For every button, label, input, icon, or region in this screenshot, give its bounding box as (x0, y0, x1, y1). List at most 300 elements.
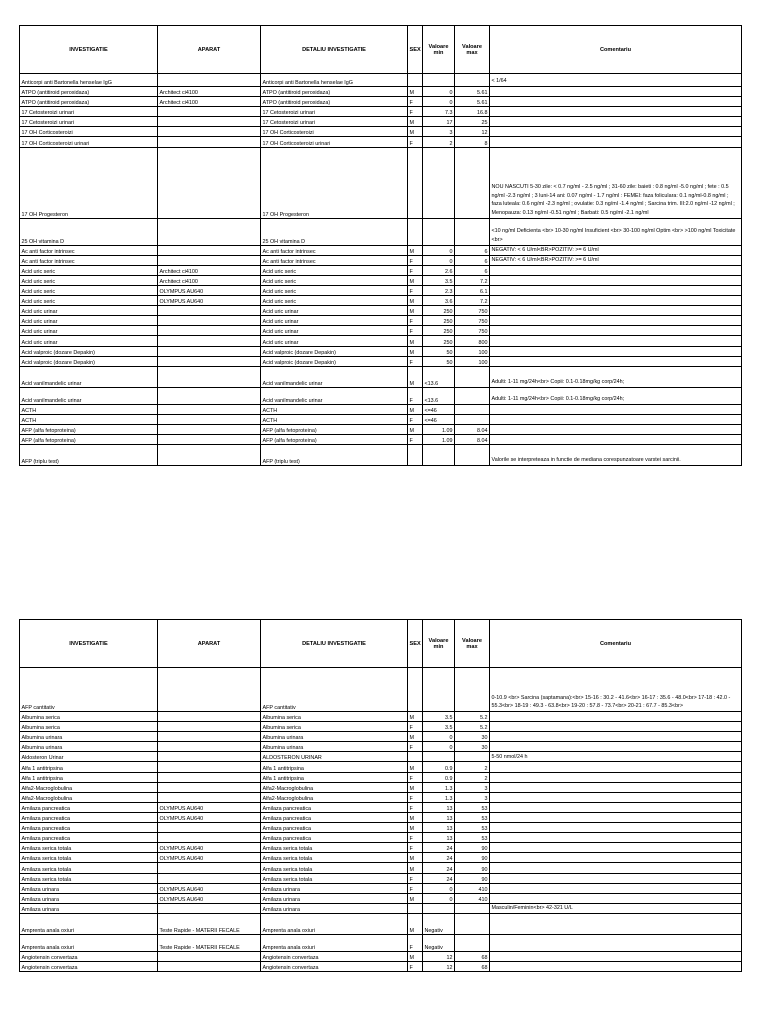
cell-valoare-max: 53 (455, 802, 490, 812)
cell-sex: F (408, 802, 423, 812)
cell-comentariu: Valorile se interpreteaza in functie de mediana corespunzatoare varstei sarcinii. (490, 445, 742, 466)
cell-comentariu: NOU NASCUTI 5-30 zile: < 0.7 ng/ml - 2.5 ng/ml ; 31-60 zile: baieti : 0.8 ng/ml -5.0 ng/ml ; fete : 0.5 ng/ml -2.3 ng/ml ; 3 luni-14 ani: 0.07 ng/ml - 1.7 ng/ml : FEMEI: faza foliculara: 0.1 ng/ml-0.8 ng/ml ; faza luteala: 0.6 ng/ml -2.3 ng/ml ; ovulatie: 0.3 ng/ml -1.4 ng/ml ; Sarcina trim. III:2.0 ng/ml -12 ng/ml ; Menopauza: 0.13 ng/ml -0.51 ng/ml ; Barbati: 0.5 ng/ml -2.1 ng/ml (490, 147, 742, 218)
cell-comentariu (490, 853, 742, 863)
cell-investigatie: 17 OH Progesteron (20, 147, 158, 218)
cell-comentariu (490, 356, 742, 366)
cell-comentariu (490, 87, 742, 97)
cell-investigatie: ATPO (antitiroid peroxidaza) (20, 87, 158, 97)
cell-aparat (158, 306, 261, 316)
cell-valoare-max: 7.2 (455, 275, 490, 285)
cell-comentariu (490, 802, 742, 812)
header-sex: SEX (408, 26, 423, 74)
cell-sex: F (408, 255, 423, 265)
cell-comentariu (490, 883, 742, 893)
cell-comentariu (490, 823, 742, 833)
cell-comentariu (490, 316, 742, 326)
cell-aparat (158, 951, 261, 961)
table-row (20, 802, 742, 812)
cell-aparat (158, 356, 261, 366)
cell-aparat: Architect ci4100 (158, 265, 261, 275)
cell-investigatie: 25 OH vitamina D (20, 218, 158, 245)
cell-detaliu: Albumina urinara (261, 732, 408, 742)
cell-aparat (158, 792, 261, 802)
cell-detaliu: Acid uric seric (261, 285, 408, 295)
cell-sex: F (408, 414, 423, 424)
cell-valoare-min: <=46 (423, 404, 455, 414)
cell-sex (408, 147, 423, 218)
cell-detaliu: Acid valproic (dozare Depakin) (261, 346, 408, 356)
cell-investigatie: AFP (triplu test) (20, 445, 158, 466)
table-row (20, 117, 742, 127)
table-row (20, 424, 742, 434)
cell-valoare-min: 13 (423, 833, 455, 843)
table-row (20, 445, 742, 466)
cell-sex: M (408, 424, 423, 434)
cell-detaliu: Acid uric urinar (261, 306, 408, 316)
cell-aparat (158, 137, 261, 147)
cell-aparat (158, 833, 261, 843)
cell-valoare-max: 800 (455, 336, 490, 346)
cell-valoare-max: 12 (455, 127, 490, 137)
cell-detaliu: Amilaza urinara (261, 893, 408, 903)
cell-aparat (158, 316, 261, 326)
cell-aparat (158, 863, 261, 873)
cell-valoare-min: 24 (423, 863, 455, 873)
cell-sex: M (408, 782, 423, 792)
cell-sex: F (408, 137, 423, 147)
cell-comentariu (490, 951, 742, 961)
cell-valoare-max: 100 (455, 346, 490, 356)
cell-sex: F (408, 873, 423, 883)
cell-valoare-min (423, 445, 455, 466)
cell-aparat (158, 414, 261, 424)
cell-detaliu: Anticorpi anti Bartonella henselae IgG (261, 74, 408, 87)
header-investigatie: INVESTIGATIE (20, 620, 158, 668)
cell-comentariu (490, 833, 742, 843)
cell-valoare-max: 100 (455, 356, 490, 366)
cell-comentariu: Masculin/Feminin<br> 42-321 U/L (490, 903, 742, 913)
cell-detaliu: Amilaza urinara (261, 883, 408, 893)
cell-sex: M (408, 404, 423, 414)
cell-sex: F (408, 265, 423, 275)
header-aparat: APARAT (158, 620, 261, 668)
table-row (20, 245, 742, 255)
cell-sex: F (408, 833, 423, 843)
cell-aparat (158, 873, 261, 883)
cell-valoare-max (455, 147, 490, 218)
cell-comentariu: NEGATIV: < 6 U/ml<BR>POZITIV: >= 6 U/ml (490, 255, 742, 265)
cell-comentariu (490, 863, 742, 873)
cell-detaliu: Acid uric seric (261, 275, 408, 285)
cell-aparat (158, 445, 261, 466)
cell-comentariu (490, 792, 742, 802)
cell-investigatie: Amilaza serica totala (20, 873, 158, 883)
cell-comentariu (490, 722, 742, 732)
cell-sex: F (408, 326, 423, 336)
cell-valoare-min: Negativ (423, 934, 455, 951)
cell-sex: M (408, 117, 423, 127)
header-sex: SEX (408, 620, 423, 668)
cell-investigatie: Amilaza urinara (20, 893, 158, 903)
table-row (20, 823, 742, 833)
cell-valoare-max (455, 668, 490, 712)
cell-aparat (158, 404, 261, 414)
cell-investigatie: Albumina urinara (20, 742, 158, 752)
cell-investigatie: Albumina urinara (20, 732, 158, 742)
cell-valoare-min: <13.6 (423, 387, 455, 404)
cell-investigatie: Amilaza pancreatica (20, 823, 158, 833)
cell-sex: M (408, 712, 423, 722)
cell-detaliu: Amprenta anala oxiuri (261, 913, 408, 934)
cell-investigatie: Amilaza serica totala (20, 853, 158, 863)
cell-valoare-max: 2 (455, 762, 490, 772)
cell-comentariu: 0-10.9 <br> Sarcina (saptamana):<br> 15-16 : 30.2 - 41.6<br> 16-17 : 35.6 - 48.0<br> 17-18 : 42.0 - 55.3<br> 18-19 : 49.3 - 63.8<br> 19-20 : 57.8 - 73.7<br> 20-21 : 67.7 - 85.3<br> (490, 668, 742, 712)
table-row (20, 414, 742, 424)
cell-comentariu (490, 812, 742, 822)
cell-aparat (158, 346, 261, 356)
cell-comentariu (490, 275, 742, 285)
cell-detaliu: ACTH (261, 414, 408, 424)
cell-valoare-min: 50 (423, 356, 455, 366)
cell-investigatie: Acid uric urinar (20, 316, 158, 326)
cell-valoare-min: 13 (423, 812, 455, 822)
cell-comentariu (490, 732, 742, 742)
cell-sex: M (408, 296, 423, 306)
table-row (20, 732, 742, 742)
table-row (20, 74, 742, 87)
cell-valoare-min: 3.5 (423, 712, 455, 722)
cell-valoare-max: 6 (455, 265, 490, 275)
cell-detaliu: ATPO (antitiroid peroxidaza) (261, 87, 408, 97)
header-valoare-max: Valoare max (455, 26, 490, 74)
cell-investigatie: Angiotensin convertaza (20, 961, 158, 971)
cell-sex: M (408, 732, 423, 742)
cell-comentariu: Adulti: 1-11 mg/24h<br> Copii: 0.1-0.18mg/kg corp/24h; (490, 387, 742, 404)
cell-aparat (158, 668, 261, 712)
cell-aparat: OLYMPUS AU640 (158, 285, 261, 295)
cell-comentariu (490, 326, 742, 336)
cell-valoare-max (455, 387, 490, 404)
cell-detaliu: ACTH (261, 404, 408, 414)
cell-detaliu: 25 OH vitamina D (261, 218, 408, 245)
cell-detaliu: Amilaza pancreatica (261, 823, 408, 833)
cell-valoare-min: 1.3 (423, 792, 455, 802)
cell-aparat (158, 147, 261, 218)
cell-detaliu: 17 OH Progesteron (261, 147, 408, 218)
cell-detaliu: Amilaza pancreatica (261, 833, 408, 843)
cell-valoare-min: 2.3 (423, 285, 455, 295)
cell-valoare-min: 24 (423, 853, 455, 863)
cell-valoare-min: 0 (423, 893, 455, 903)
cell-valoare-max: 16.8 (455, 107, 490, 117)
cell-comentariu: NEGATIV: < 6 U/ml<BR>POZITIV: >= 6 U/ml (490, 245, 742, 255)
cell-sex: F (408, 356, 423, 366)
cell-detaliu: Amilaza pancreatica (261, 802, 408, 812)
cell-detaliu: 17 Cetosteroizi urinari (261, 107, 408, 117)
cell-aparat (158, 424, 261, 434)
cell-valoare-min: 0 (423, 255, 455, 265)
cell-comentariu: 5-50 nmol/24 h (490, 752, 742, 762)
cell-valoare-max: 53 (455, 823, 490, 833)
cell-sex: F (408, 742, 423, 752)
cell-aparat (158, 434, 261, 444)
cell-aparat (158, 74, 261, 87)
cell-valoare-min (423, 147, 455, 218)
cell-detaliu: Alfa 1 antitripsina (261, 772, 408, 782)
cell-sex: M (408, 275, 423, 285)
table-row (20, 903, 742, 913)
cell-valoare-min: 250 (423, 336, 455, 346)
cell-detaliu: Albumina serica (261, 712, 408, 722)
cell-valoare-min: 1.3 (423, 782, 455, 792)
cell-investigatie: Amilaza pancreatica (20, 812, 158, 822)
cell-comentariu (490, 137, 742, 147)
cell-valoare-min: 3.5 (423, 722, 455, 732)
cell-comentariu (490, 782, 742, 792)
cell-sex: M (408, 336, 423, 346)
cell-sex: F (408, 387, 423, 404)
cell-valoare-max: 90 (455, 863, 490, 873)
cell-comentariu (490, 107, 742, 117)
cell-sex: F (408, 722, 423, 732)
cell-comentariu (490, 127, 742, 137)
cell-sex: M (408, 893, 423, 903)
cell-comentariu (490, 306, 742, 316)
cell-sex: M (408, 823, 423, 833)
cell-valoare-min (423, 74, 455, 87)
cell-aparat (158, 823, 261, 833)
cell-comentariu (490, 285, 742, 295)
cell-valoare-min: 24 (423, 873, 455, 883)
cell-investigatie: Amprenta anala oxiuri (20, 913, 158, 934)
cell-valoare-max: 3 (455, 782, 490, 792)
cell-valoare-max: 30 (455, 732, 490, 742)
cell-comentariu (490, 934, 742, 951)
cell-aparat (158, 107, 261, 117)
cell-valoare-max: 410 (455, 893, 490, 903)
cell-valoare-max (455, 74, 490, 87)
cell-detaliu: Albumina serica (261, 722, 408, 732)
cell-investigatie: Amilaza urinara (20, 903, 158, 913)
cell-detaliu: Amilaza pancreatica (261, 812, 408, 822)
table-row (20, 742, 742, 752)
cell-sex: F (408, 434, 423, 444)
cell-comentariu (490, 346, 742, 356)
cell-aparat (158, 127, 261, 137)
table-row (20, 275, 742, 285)
cell-valoare-min: 0 (423, 245, 455, 255)
cell-investigatie: Anticorpi anti Bartonella henselae IgG (20, 74, 158, 87)
cell-sex: M (408, 853, 423, 863)
cell-valoare-min: 13 (423, 823, 455, 833)
cell-detaliu: Acid uric urinar (261, 326, 408, 336)
cell-valoare-min: 3.5 (423, 275, 455, 285)
table-row (20, 356, 742, 366)
cell-detaliu: Acid uric urinar (261, 336, 408, 346)
table-row (20, 326, 742, 336)
cell-detaliu: Amilaza serica totala (261, 863, 408, 873)
cell-valoare-min: 0.9 (423, 772, 455, 782)
cell-sex: F (408, 316, 423, 326)
table-row (20, 316, 742, 326)
cell-valoare-max: 5.61 (455, 97, 490, 107)
cell-detaliu: AFP (alfa fetoproteina) (261, 424, 408, 434)
cell-aparat: OLYMPUS AU640 (158, 853, 261, 863)
cell-valoare-max: 410 (455, 883, 490, 893)
cell-sex (408, 445, 423, 466)
cell-comentariu (490, 772, 742, 782)
cell-aparat (158, 117, 261, 127)
cell-sex: M (408, 306, 423, 316)
cell-sex: M (408, 863, 423, 873)
cell-investigatie: Albumina serica (20, 712, 158, 722)
cell-investigatie: ACTH (20, 414, 158, 424)
cell-sex: F (408, 97, 423, 107)
cell-detaliu: Ac anti factor intrinsec (261, 255, 408, 265)
header-valoare-max: Valoare max (455, 620, 490, 668)
cell-detaliu: AFP cantitativ (261, 668, 408, 712)
cell-sex: M (408, 913, 423, 934)
cell-sex: F (408, 285, 423, 295)
cell-aparat: Architect ci4100 (158, 97, 261, 107)
cell-comentariu: Adulti: 1-11 mg/24h<br> Copii: 0.1-0.18mg/kg corp/24h; (490, 366, 742, 387)
cell-comentariu (490, 843, 742, 853)
cell-detaliu: AFP (alfa fetoproteina) (261, 434, 408, 444)
cell-aparat (158, 742, 261, 752)
cell-investigatie: Ac anti factor intrinsec (20, 245, 158, 255)
cell-investigatie: 17 OH Corticosteroizi (20, 127, 158, 137)
cell-sex: F (408, 107, 423, 117)
table-row (20, 346, 742, 356)
cell-comentariu (490, 97, 742, 107)
cell-comentariu: < 1/64 (490, 74, 742, 87)
table-row (20, 762, 742, 772)
cell-detaliu: Angiotensin convertaza (261, 961, 408, 971)
table-row (20, 336, 742, 346)
cell-aparat: OLYMPUS AU640 (158, 296, 261, 306)
cell-valoare-max: 750 (455, 306, 490, 316)
cell-valoare-max: 5.2 (455, 712, 490, 722)
cell-valoare-min (423, 903, 455, 913)
table-row (20, 883, 742, 893)
investigations-table-1 (19, 25, 742, 466)
cell-valoare-min: 0.9 (423, 762, 455, 772)
cell-sex: M (408, 87, 423, 97)
cell-valoare-min: 0 (423, 97, 455, 107)
cell-aparat: OLYMPUS AU640 (158, 883, 261, 893)
cell-investigatie: ATPO (antitiroid peroxidaza) (20, 97, 158, 107)
cell-valoare-max: 3 (455, 792, 490, 802)
cell-valoare-max: 8 (455, 137, 490, 147)
cell-sex: M (408, 127, 423, 137)
cell-aparat (158, 218, 261, 245)
cell-aparat (158, 903, 261, 913)
cell-comentariu (490, 117, 742, 127)
header-investigatie: INVESTIGATIE (20, 26, 158, 74)
cell-detaliu: Acid valproic (dozare Depakin) (261, 356, 408, 366)
cell-aparat (158, 782, 261, 792)
cell-valoare-min: 0 (423, 732, 455, 742)
cell-valoare-min: <=46 (423, 414, 455, 424)
cell-aparat (158, 245, 261, 255)
cell-valoare-min: 17 (423, 117, 455, 127)
cell-aparat: Teste Rapide - MATERII FECALE (158, 913, 261, 934)
cell-investigatie: Amilaza urinara (20, 883, 158, 893)
cell-valoare-min: 0 (423, 742, 455, 752)
table-row (20, 285, 742, 295)
cell-valoare-max: 5.2 (455, 722, 490, 732)
header-valoare-min: Valoare min (423, 620, 455, 668)
cell-aparat: OLYMPUS AU640 (158, 843, 261, 853)
cell-sex: M (408, 245, 423, 255)
table-row (20, 782, 742, 792)
cell-sex: F (408, 883, 423, 893)
cell-valoare-min: <13.6 (423, 366, 455, 387)
cell-investigatie: Acid uric seric (20, 265, 158, 275)
cell-investigatie: Amilaza pancreatica (20, 802, 158, 812)
cell-comentariu (490, 434, 742, 444)
cell-detaliu: Amilaza urinara (261, 903, 408, 913)
cell-detaliu: 17 OH Corticosteroizi urinari (261, 137, 408, 147)
table-row (20, 404, 742, 414)
table-row (20, 107, 742, 117)
cell-valoare-min (423, 752, 455, 762)
cell-sex (408, 903, 423, 913)
table-row (20, 893, 742, 903)
cell-detaliu: Ac anti factor intrinsec (261, 245, 408, 255)
cell-sex: F (408, 843, 423, 853)
cell-aparat (158, 387, 261, 404)
cell-detaliu: Alfa2-Macroglobulina (261, 792, 408, 802)
cell-investigatie: Amilaza serica totala (20, 863, 158, 873)
cell-investigatie: Alfa2-Macroglobulina (20, 792, 158, 802)
table-row (20, 147, 742, 218)
cell-comentariu (490, 893, 742, 903)
cell-sex: F (408, 934, 423, 951)
table-row (20, 812, 742, 822)
cell-sex (408, 74, 423, 87)
cell-valoare-max (455, 414, 490, 424)
cell-valoare-max (455, 218, 490, 245)
cell-investigatie: Amilaza pancreatica (20, 833, 158, 843)
table-row (20, 961, 742, 971)
cell-detaliu: Alfa 1 antitripsina (261, 762, 408, 772)
cell-investigatie: Alfa2-Macroglobulina (20, 782, 158, 792)
cell-investigatie: Acid vanilmandelic urinar (20, 387, 158, 404)
cell-detaliu: Acid uric seric (261, 296, 408, 306)
table-row (20, 843, 742, 853)
cell-valoare-max (455, 913, 490, 934)
header-detaliu: DETALIU INVESTIGATIE (261, 620, 408, 668)
cell-sex: F (408, 792, 423, 802)
cell-comentariu: <10 ng/ml Deficienta <br> 10-30 ng/ml Insuficient <br> 30-100 ng/ml Optim <br> >100 ng/ml Toxicitate <br> (490, 218, 742, 245)
cell-aparat (158, 326, 261, 336)
cell-valoare-max: 30 (455, 742, 490, 752)
cell-aparat: OLYMPUS AU640 (158, 893, 261, 903)
cell-detaliu: Amilaza serica totala (261, 853, 408, 863)
table-row (20, 873, 742, 883)
cell-comentariu (490, 742, 742, 752)
header-aparat: APARAT (158, 26, 261, 74)
header-detaliu: DETALIU INVESTIGATIE (261, 26, 408, 74)
cell-investigatie: Acid uric seric (20, 296, 158, 306)
cell-investigatie: Ac anti factor intrinsec (20, 255, 158, 265)
cell-valoare-max: 53 (455, 812, 490, 822)
cell-investigatie: Albumina serica (20, 722, 158, 732)
cell-detaliu: Acid vanilmandelic urinar (261, 387, 408, 404)
table-row (20, 387, 742, 404)
investigations-table-2 (19, 619, 742, 972)
